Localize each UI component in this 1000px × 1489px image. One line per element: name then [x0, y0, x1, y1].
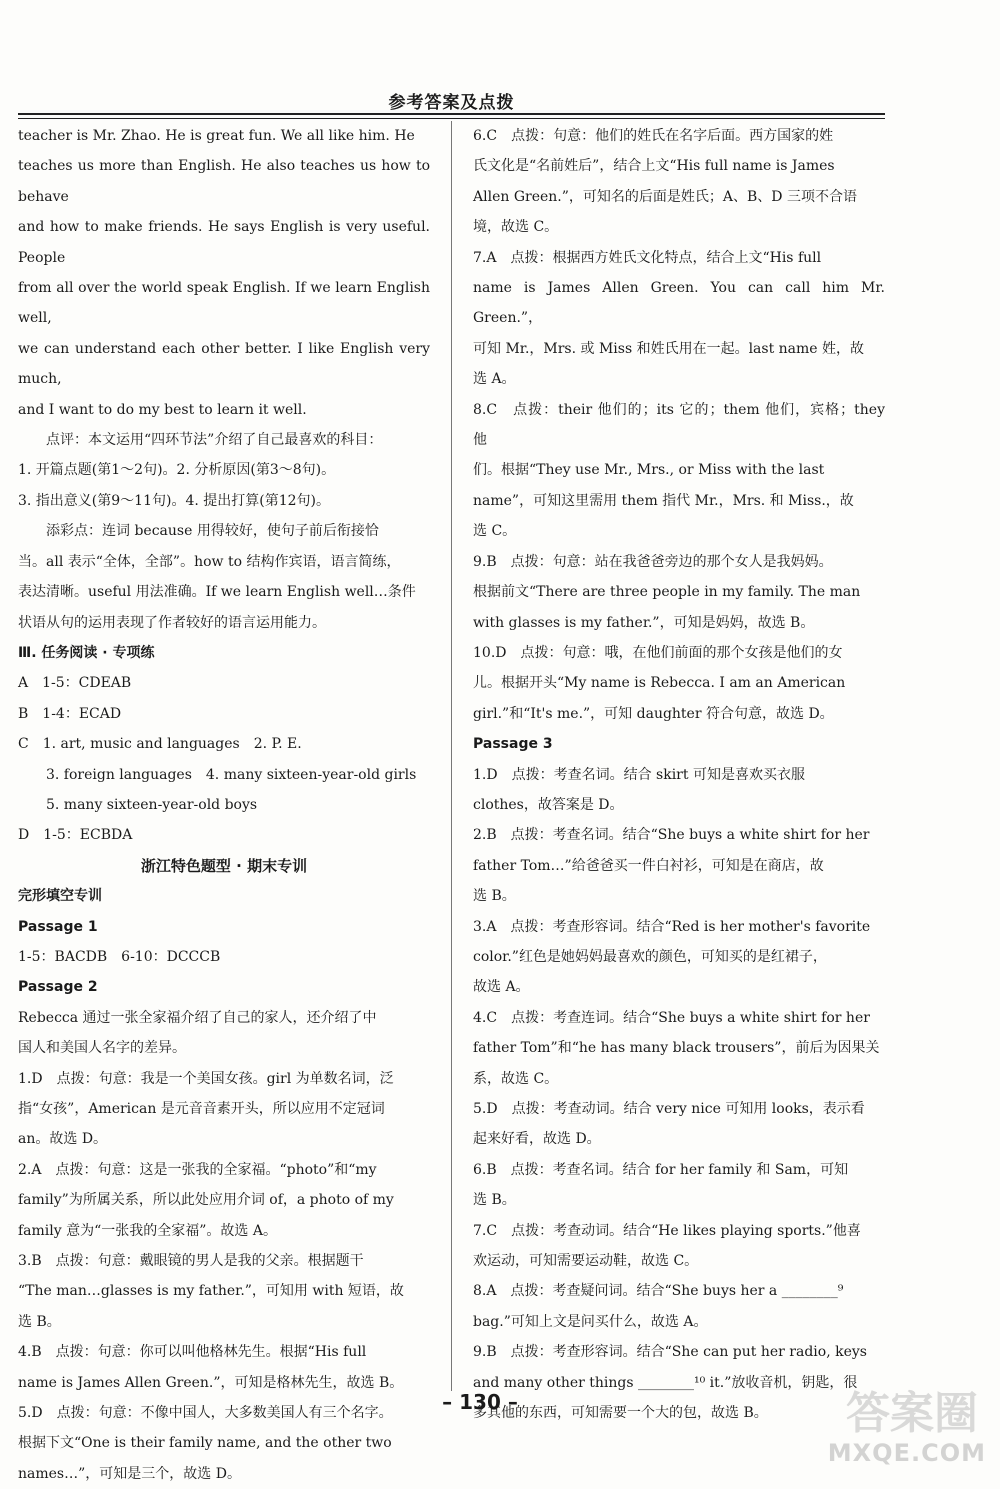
right-column-line: 6.B 点拨：考查名词。结合 for her family 和 Sam，可知 — [473, 1161, 849, 1178]
right-column-line: 儿。根据开头“My name is Rebecca. I am an American — [473, 675, 846, 692]
page-header-title: 参考答案及点拨 — [388, 93, 515, 113]
left-column-line: 5. many sixteen-year-old boys — [46, 796, 258, 813]
left-column-line: 1. 开篇点题(第1～2句)。2. 分析原因(第3～8句)。 — [18, 462, 336, 479]
left-column-line: Passage 1 — [18, 918, 98, 935]
right-column-line: 氏文化是“名前姓后”，结合上文“His full name is James — [473, 158, 835, 175]
left-column-line: 指“女孩”，American 是元音音素开头，所以应用不定冠词 — [18, 1101, 385, 1117]
right-column-line: 3.A 点拨：考查形容词。结合“Red is her mother's favorite — [473, 918, 871, 935]
right-column-line: 欢运动，可知需要运动鞋，故选 C。 — [473, 1253, 699, 1270]
left-column-line: teaches us more than English. He also teaches us how to behave — [18, 158, 430, 205]
right-column — [473, 121, 885, 1428]
column-divider — [451, 121, 452, 1391]
right-column-line: 5.D 点拨：考查动词。结合 very nice 可知用 looks，表示看 — [473, 1101, 865, 1117]
right-column-line: 1.D 点拨：考查名词。结合 skirt 可知是喜欢买衣服 — [473, 766, 805, 783]
right-column-line: 10.D 点拨：句意：哦，在他们前面的那个女孩是他们的女 — [473, 644, 843, 661]
left-column-line: 1-5：BACDB 6-10：DCCCB — [18, 948, 221, 965]
page-number: – 130 – — [442, 1390, 518, 1414]
right-column-line: girl.”和“It's me.”，可知 daughter 符合句意，故选 D。 — [473, 705, 834, 722]
left-column-line: “The man…glasses is my father.”，可知用 with 短语，故 — [18, 1283, 404, 1300]
right-column-line: name”，可知这里需用 them 指代 Mr.，Mrs. 和 Miss.，故 — [473, 492, 854, 509]
left-column-line: 点评：本文运用“四环节法”介绍了自己最喜欢的科目： — [46, 432, 383, 449]
left-column-line: D 1-5：ECBDA — [18, 827, 133, 844]
left-column-line: 表达清晰。useful 用法准确。If we learn English well…条件 — [18, 584, 416, 601]
left-column — [18, 121, 430, 1489]
right-column-line: 7.A 点拨：根据西方姓氏文化特点，结合上文“His full — [473, 249, 822, 266]
left-column-line: family”为所属关系，所以此处应用介词 of，a photo of my — [18, 1192, 394, 1209]
left-column-line: B 1-4：ECAD — [18, 705, 122, 722]
left-column-line: 当。all 表示“全体，全部”。how to 结构作宾语，语言简练， — [18, 553, 401, 570]
left-column-line: 2.A 点拨：句意：这是一张我的全家福。“photo”和“my — [18, 1161, 377, 1178]
right-column-line: father Tom…”给爸爸买一件白衬衫，可知是在商店，故 — [473, 857, 824, 874]
right-column-line: 系，故选 C。 — [473, 1070, 559, 1087]
right-column-line: Passage 3 — [473, 736, 553, 753]
left-column-line: an。故选 D。 — [18, 1131, 108, 1148]
left-column-line: A 1-5：CDEAB — [18, 675, 132, 692]
right-column-line: father Tom”和“he has many black trousers”，前后为因果关 — [473, 1040, 880, 1057]
left-column-line: from all over the world speak English. If we learn English well, — [18, 280, 430, 327]
left-column-line: 国人和美国人名字的差异。 — [18, 1040, 186, 1057]
left-column-line: names…”，可知是三个，故选 D。 — [18, 1465, 241, 1482]
left-column-line: 添彩点：连词 because 用得较好，使句子前后衔接恰 — [46, 523, 379, 540]
right-column-line: 2.B 点拨：考查名词。结合“She buys a white shirt for her — [473, 827, 870, 844]
left-column-line: Rebecca 通过一张全家福介绍了自己的家人，还介绍了中 — [18, 1009, 377, 1026]
left-column-line: 1.D 点拨：句意：我是一个美国女孩。girl 为单数名词，泛 — [18, 1070, 394, 1087]
left-column-line: Ⅲ. 任务阅读 · 专项练 — [18, 644, 155, 661]
left-column-line: 完形填空专训 — [18, 888, 102, 905]
right-column-line: 多其他的东西，可知需要一个大的包，故选 B。 — [473, 1405, 768, 1422]
right-column-line: 9.B 点拨：考查形容词。结合“She can put her radio, keys — [473, 1344, 867, 1361]
right-column-line: and many other things ________¹⁰ it.”放收音机，钥匙，很 — [473, 1374, 858, 1391]
right-column-line: with glasses is my father.”，可知是妈妈，故选 B。 — [473, 614, 815, 631]
right-column-line: 们。根据“They use Mr., Mrs., or Miss with the last — [473, 462, 825, 479]
right-column-line: 根据前文“There are three people in my family. The man — [473, 584, 861, 601]
left-column-line: teacher is Mr. Zhao. He is great fun. We all like him. He — [18, 128, 415, 144]
left-column-line: name is James Allen Green.”，可知是格林先生，故选 B。 — [18, 1374, 404, 1391]
right-column-line: 选 C。 — [473, 523, 517, 540]
left-column-line: 4.B 点拨：句意：你可以叫他格林先生。根据“His full — [18, 1344, 367, 1361]
watermark-logo: 答案圈 — [846, 1388, 978, 1439]
right-column-line: Allen Green.”，可知名的后面是姓氏；A、B、D 三项不合语 — [473, 188, 857, 205]
right-column-line: name is James Allen Green. You can call him Mr. Green.”， — [473, 280, 885, 327]
left-column-line: 状语从句的运用表现了作者较好的语言运用能力。 — [18, 614, 326, 631]
right-column-line: 6.C 点拨：句意：他们的姓氏在名字后面。西方国家的姓 — [473, 128, 834, 144]
left-column-line: family 意为“一张我的全家福”。故选 A。 — [18, 1222, 277, 1239]
right-column-line: 可知 Mr.，Mrs. 或 Miss 和姓氏用在一起。last name 姓，故 — [473, 340, 865, 357]
left-column-line: C 1. art, music and languages 2. P. E. — [18, 736, 302, 753]
left-column-line: we can understand each other better. I like English very much, — [18, 340, 430, 388]
left-column-line: and I want to do my best to learn it well. — [18, 401, 307, 418]
right-column-line: 4.C 点拨：考查连词。结合“She buys a white shirt for her — [473, 1009, 870, 1026]
watermark-site: MXQE.COM — [827, 1439, 986, 1467]
left-column-line: 根据下文“One is their family name, and the other two — [18, 1435, 392, 1452]
header-rule — [18, 113, 885, 119]
left-column-line: and how to make friends. He says English is very useful. People — [18, 219, 430, 266]
left-column-line: 3.B 点拨：句意：戴眼镜的男人是我的父亲。根据题干 — [18, 1253, 364, 1270]
right-column-line: 8.A 点拨：考查疑问词。结合“She buys her a ________⁹ — [473, 1283, 844, 1300]
right-column-line: 选 A。 — [473, 371, 516, 388]
watermark — [806, 1367, 986, 1467]
right-column-line: bag.”可知上文是问买什么，故选 A。 — [473, 1313, 708, 1330]
right-column-line: 8.C 点拨：their 他们的；its 它的；them 他们，宾格；they 他 — [473, 401, 885, 449]
left-column-line: 3. 指出意义(第9～11句)。4. 提出打算(第12句)。 — [18, 492, 330, 509]
left-column-line: 3. foreign languages 4. many sixteen-year-old girls — [46, 766, 417, 783]
right-column-line: 选 B。 — [473, 888, 516, 905]
left-column-line: 5.D 点拨：句意：不像中国人，大多数美国人有三个名字。 — [18, 1405, 393, 1422]
left-column-line: 选 B。 — [18, 1313, 61, 1330]
right-column-line: 故选 A。 — [473, 979, 530, 996]
left-column-line: 浙江特色题型 · 期末专训 — [140, 856, 308, 875]
right-column-line: 9.B 点拨：句意：站在我爸爸旁边的那个女人是我妈妈。 — [473, 553, 833, 570]
left-column-line: Passage 2 — [18, 979, 98, 996]
right-column-line: 境，故选 C。 — [473, 219, 559, 236]
right-column-line: 起来好看，故选 D。 — [473, 1131, 601, 1148]
right-column-line: 7.C 点拨：考查动词。结合“He likes playing sports.”他喜 — [473, 1222, 861, 1239]
right-column-line: 选 B。 — [473, 1192, 516, 1209]
right-column-line: clothes，故答案是 D。 — [473, 796, 624, 813]
right-column-line: color.”红色是她妈妈最喜欢的颜色，可知买的是红裙子， — [473, 948, 827, 965]
